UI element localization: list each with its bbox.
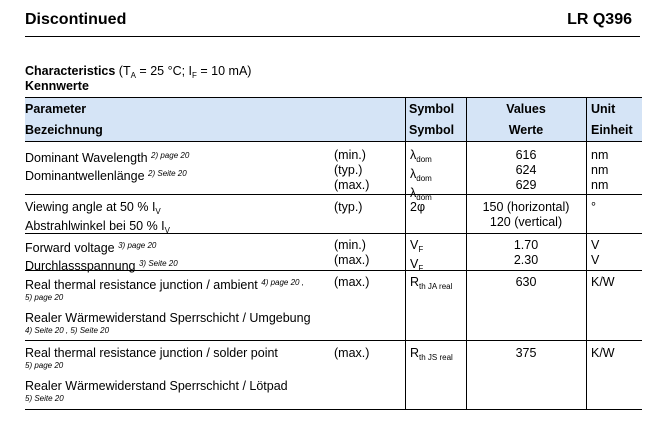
values: 616 624 629 bbox=[515, 148, 537, 192]
status-label: Discontinued bbox=[25, 11, 127, 28]
condition: (max.) bbox=[334, 275, 370, 289]
table-row bbox=[25, 195, 642, 234]
condition: (min.) (max.) bbox=[334, 238, 370, 267]
values: 150 (horizontal) 120 (vertical) bbox=[482, 200, 570, 229]
condition: (max.) bbox=[334, 346, 370, 360]
part-number: LR Q396 bbox=[567, 11, 632, 28]
header-divider bbox=[25, 36, 640, 37]
condition: (typ.) bbox=[334, 200, 363, 214]
characteristics-table bbox=[25, 97, 642, 410]
param-label: Real thermal resistance junction / ambient $^{4) page 20 ,}$ 5) page 20 Realer Wärmewiderstand Sperrschicht / Umgebung 4) Seite 20 , 5) Seite 20 bbox=[25, 278, 311, 335]
unit: V V bbox=[591, 238, 600, 267]
values: 1.70 2.30 bbox=[513, 238, 539, 267]
values: 375 bbox=[515, 346, 537, 360]
symbol: $R_{th JS real}$ bbox=[410, 346, 453, 362]
unit: ° bbox=[591, 200, 596, 214]
symbol: $R_{th JA real}$ bbox=[410, 275, 453, 291]
param-label: Forward voltage $^{3) page 20}$ Durchlassspannung $^{3) Seite 20}$ bbox=[25, 241, 178, 273]
col-header-unit: Unit bbox=[591, 102, 616, 116]
table-row bbox=[25, 142, 642, 202]
col-header-parameter: Parameter bbox=[25, 102, 87, 116]
characteristics-subtitle: Kennwerte bbox=[25, 79, 89, 93]
param-label: Viewing angle at 50 % $I_V$ Abstrahlwinkel bei 50 % $I_V$ bbox=[25, 200, 170, 235]
param-label: Dominant Wavelength $^{2) page 20}$ Dominantwellenlänge $^{2) Seite 20}$ bbox=[25, 151, 190, 183]
condition: (min.) (typ.) (max.) bbox=[334, 148, 370, 192]
symbol: 2φ bbox=[410, 200, 426, 214]
table-header bbox=[25, 97, 642, 142]
col-header-symbol-de: Symbol bbox=[409, 123, 455, 137]
col-header-einheit: Einheit bbox=[591, 123, 633, 137]
col-header-werte: Werte bbox=[508, 123, 544, 137]
col-header-symbol: Symbol bbox=[409, 102, 455, 116]
unit: K/W bbox=[591, 275, 615, 289]
unit: nm nm nm bbox=[591, 148, 609, 192]
values: 630 bbox=[515, 275, 537, 289]
table-row bbox=[25, 234, 642, 271]
table-row bbox=[25, 271, 642, 341]
symbol: $V_F$ $V_F$ bbox=[410, 238, 424, 273]
characteristics-title: Characteristics ($T_A = 25$ °C; $I_F = 10$ mA) bbox=[25, 64, 252, 80]
unit: K/W bbox=[591, 346, 615, 360]
col-header-values: Values bbox=[506, 102, 546, 116]
param-label: Real thermal resistance junction / solder point 5) page 20 Realer Wärmewiderstand Sperrschicht / Lötpad 5) Seite 20 bbox=[25, 346, 288, 403]
page-header bbox=[25, 11, 632, 33]
symbol: $\lambda_{dom}$ $\lambda_{dom}$ $\lambda_{dom}$ bbox=[410, 148, 432, 202]
table-row bbox=[25, 341, 642, 410]
col-header-bezeichnung: Bezeichnung bbox=[25, 123, 103, 137]
